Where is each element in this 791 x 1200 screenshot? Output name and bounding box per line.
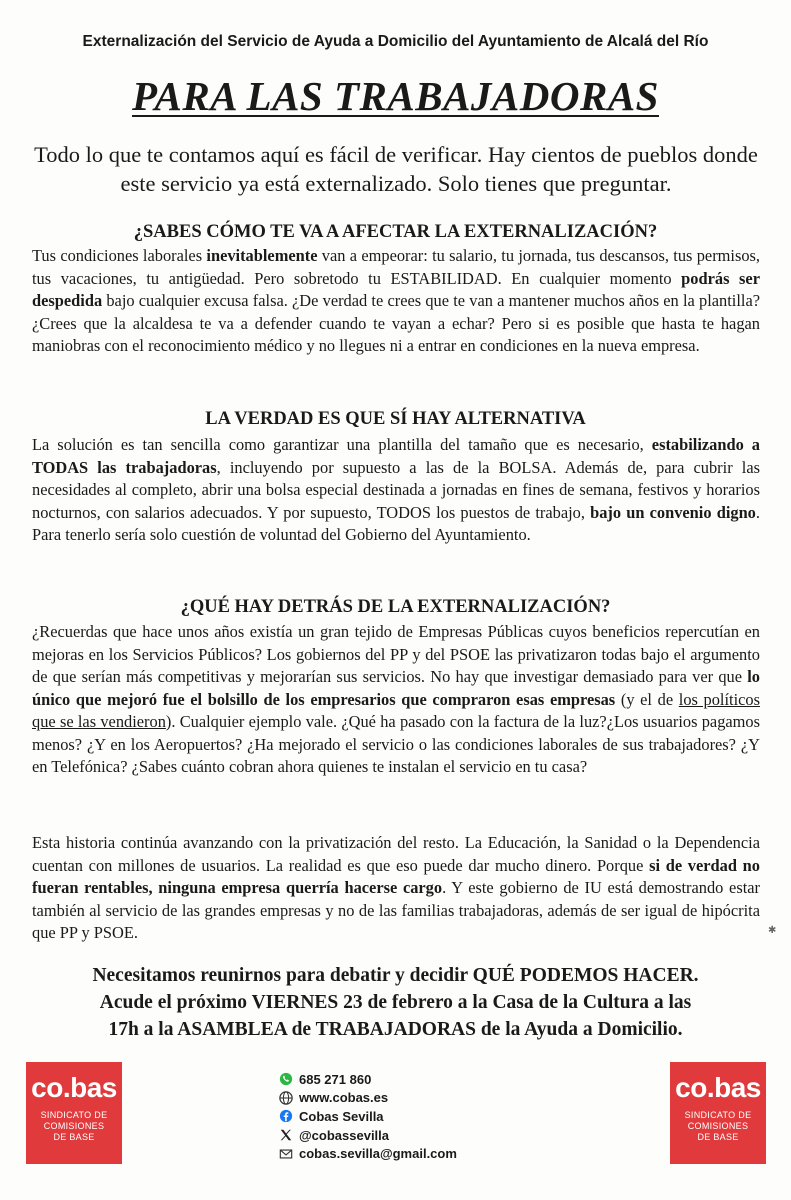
contact-email[interactable] [279, 1144, 457, 1163]
callout-line-2: Acude el próximo VIERNES 23 de febrero a la Casa de la Cultura a las [99, 992, 692, 1013]
assembly-callout [0, 962, 791, 1043]
contact-x[interactable] [279, 1126, 457, 1145]
callout-line-1: Necesitamos reunirnos para debatir y decidir QUÉ PODEMOS HACER. [92, 965, 699, 986]
logo-subtitle: SINDICATO DE COMISIONES DE BASE [40, 1110, 108, 1142]
contact-text: Cobas Sevilla [299, 1108, 384, 1124]
cobas-logo-left [26, 1062, 122, 1164]
whatsapp-icon [279, 1072, 293, 1086]
logo-mark: co.bas [31, 1072, 117, 1103]
globe-icon [279, 1091, 293, 1105]
cobas-logo-right [670, 1062, 766, 1164]
intro-paragraph: Todo lo que te contamos aquí es fácil de verificar. Hay cientos de pueblos donde este servicio ya está externalizado. Solo tienes que preguntar. [34, 142, 758, 196]
section-heading-afectar: ¿SABES CÓMO TE VA A AFECTAR LA EXTERNALIZACIÓN? [133, 222, 658, 242]
contact-facebook[interactable] [279, 1107, 457, 1126]
contact-text: @cobassevilla [299, 1127, 390, 1143]
contact-text: 685 271 860 [299, 1071, 372, 1087]
section-paragraph-afectar: Tus condiciones laborales inevitablemente van a empeorar: tu salario, tu jornada, tus descansos, tus permisos, tus vacaciones, tu antigüedad. Pero sobretodo tu ESTABILIDAD. En cualquier momento podrás ser despedida bajo cualquier excusa falsa. ¿De verdad te crees que te van a mantener muchos años en la plantilla? ¿Crees que la alcaldesa te va a defender cuando te vayan a echar? Pero si es posible que hasta te hagan maniobras con el reconocimiento médico y no llegues ni a entrar en condiciones en la nueva empresa. [32, 246, 761, 355]
contact-list [279, 1070, 457, 1163]
page-title: PARA LAS TRABAJADORAS [132, 73, 659, 119]
document-header: Externalización del Servicio de Ayuda a Domicilio del Ayuntamiento de Alcalá del Río [82, 33, 709, 50]
section-heading-detras: ¿QUÉ HAY DETRÁS DE LA EXTERNALIZACIÓN? [180, 597, 611, 617]
contact-text: www.cobas.es [299, 1090, 389, 1106]
mail-icon [279, 1147, 293, 1161]
callout-line-3: 17h a la ASAMBLEA de TRABAJADORAS de la Ayuda a Domicilio. [108, 1019, 683, 1040]
logo-subtitle: SINDICATO DE COMISIONES DE BASE [684, 1110, 752, 1142]
contact-website[interactable] [279, 1089, 457, 1108]
section-paragraph-alternativa: La solución es tan sencilla como garantizar una plantilla del tamaño que es necesario, estabilizando a TODAS las trabajadoras, incluyendo por supuesto a las de la BOLSA. Además de, para cubrir las necesidades al completo, abrir una bolsa especial destinada a jornadas en fines de semana, festivos y horarios nocturnos, con salarios adecuados. Y por supuesto, TODOS los puestos de trabajo, bajo un convenio digno. Para tenerlo sería solo cuestión de voluntad del Gobierno del Ayuntamiento. [32, 435, 760, 544]
section-heading-alternativa: LA VERDAD ES QUE SÍ HAY ALTERNATIVA [205, 409, 586, 429]
section-paragraph-detras: ¿Recuerdas que hace unos años existía un gran tejido de Empresas Públicas cuyos beneficios repercutían en mejoras en los Servicios Públicos? Los gobiernos del PP y del PSOE las privatizaron todas bajo el argumento de que serían más competitivas y mejorarían sus servicios. No hay que investigar demasiado para ver que lo único que mejoró fue el bolsillo de los empresarios que compraron esas empresas (y el de los políticos que se las vendieron). Cualquier ejemplo vale. ¿Qué ha pasado con la factura de la luz?¿Los usuarios pagamos menos? ¿Y en los Aeropuertos? ¿Ha mejorado el servicio o las condiciones laborales de sus trabajadores? ¿Y en Telefónica? ¿Sabes cuánto cobran ahora quienes te instalan el servicio en tu casa? [32, 622, 761, 776]
x-icon [279, 1128, 293, 1142]
contact-text: cobas.sevilla@gmail.com [299, 1146, 457, 1162]
stray-mark: ✱ [768, 925, 777, 936]
contact-phone[interactable] [279, 1070, 457, 1089]
facebook-icon [279, 1109, 293, 1123]
section-paragraph-privatizacion: Esta historia continúa avanzando con la privatización del resto. La Educación, la Sanidad o la Dependencia cuentan con millones de usuarios. La realidad es que eso puede dar mucho dinero. Porque si de verdad no fueran rentables, ninguna empresa querría hacerse cargo. Y este gobierno de IU está demostrando estar también al servicio de las grandes empresas y no de las familias trabajadoras, además de ser igual de hipócrita que PP y PSOE. [32, 833, 760, 942]
logo-mark: co.bas [675, 1072, 761, 1103]
